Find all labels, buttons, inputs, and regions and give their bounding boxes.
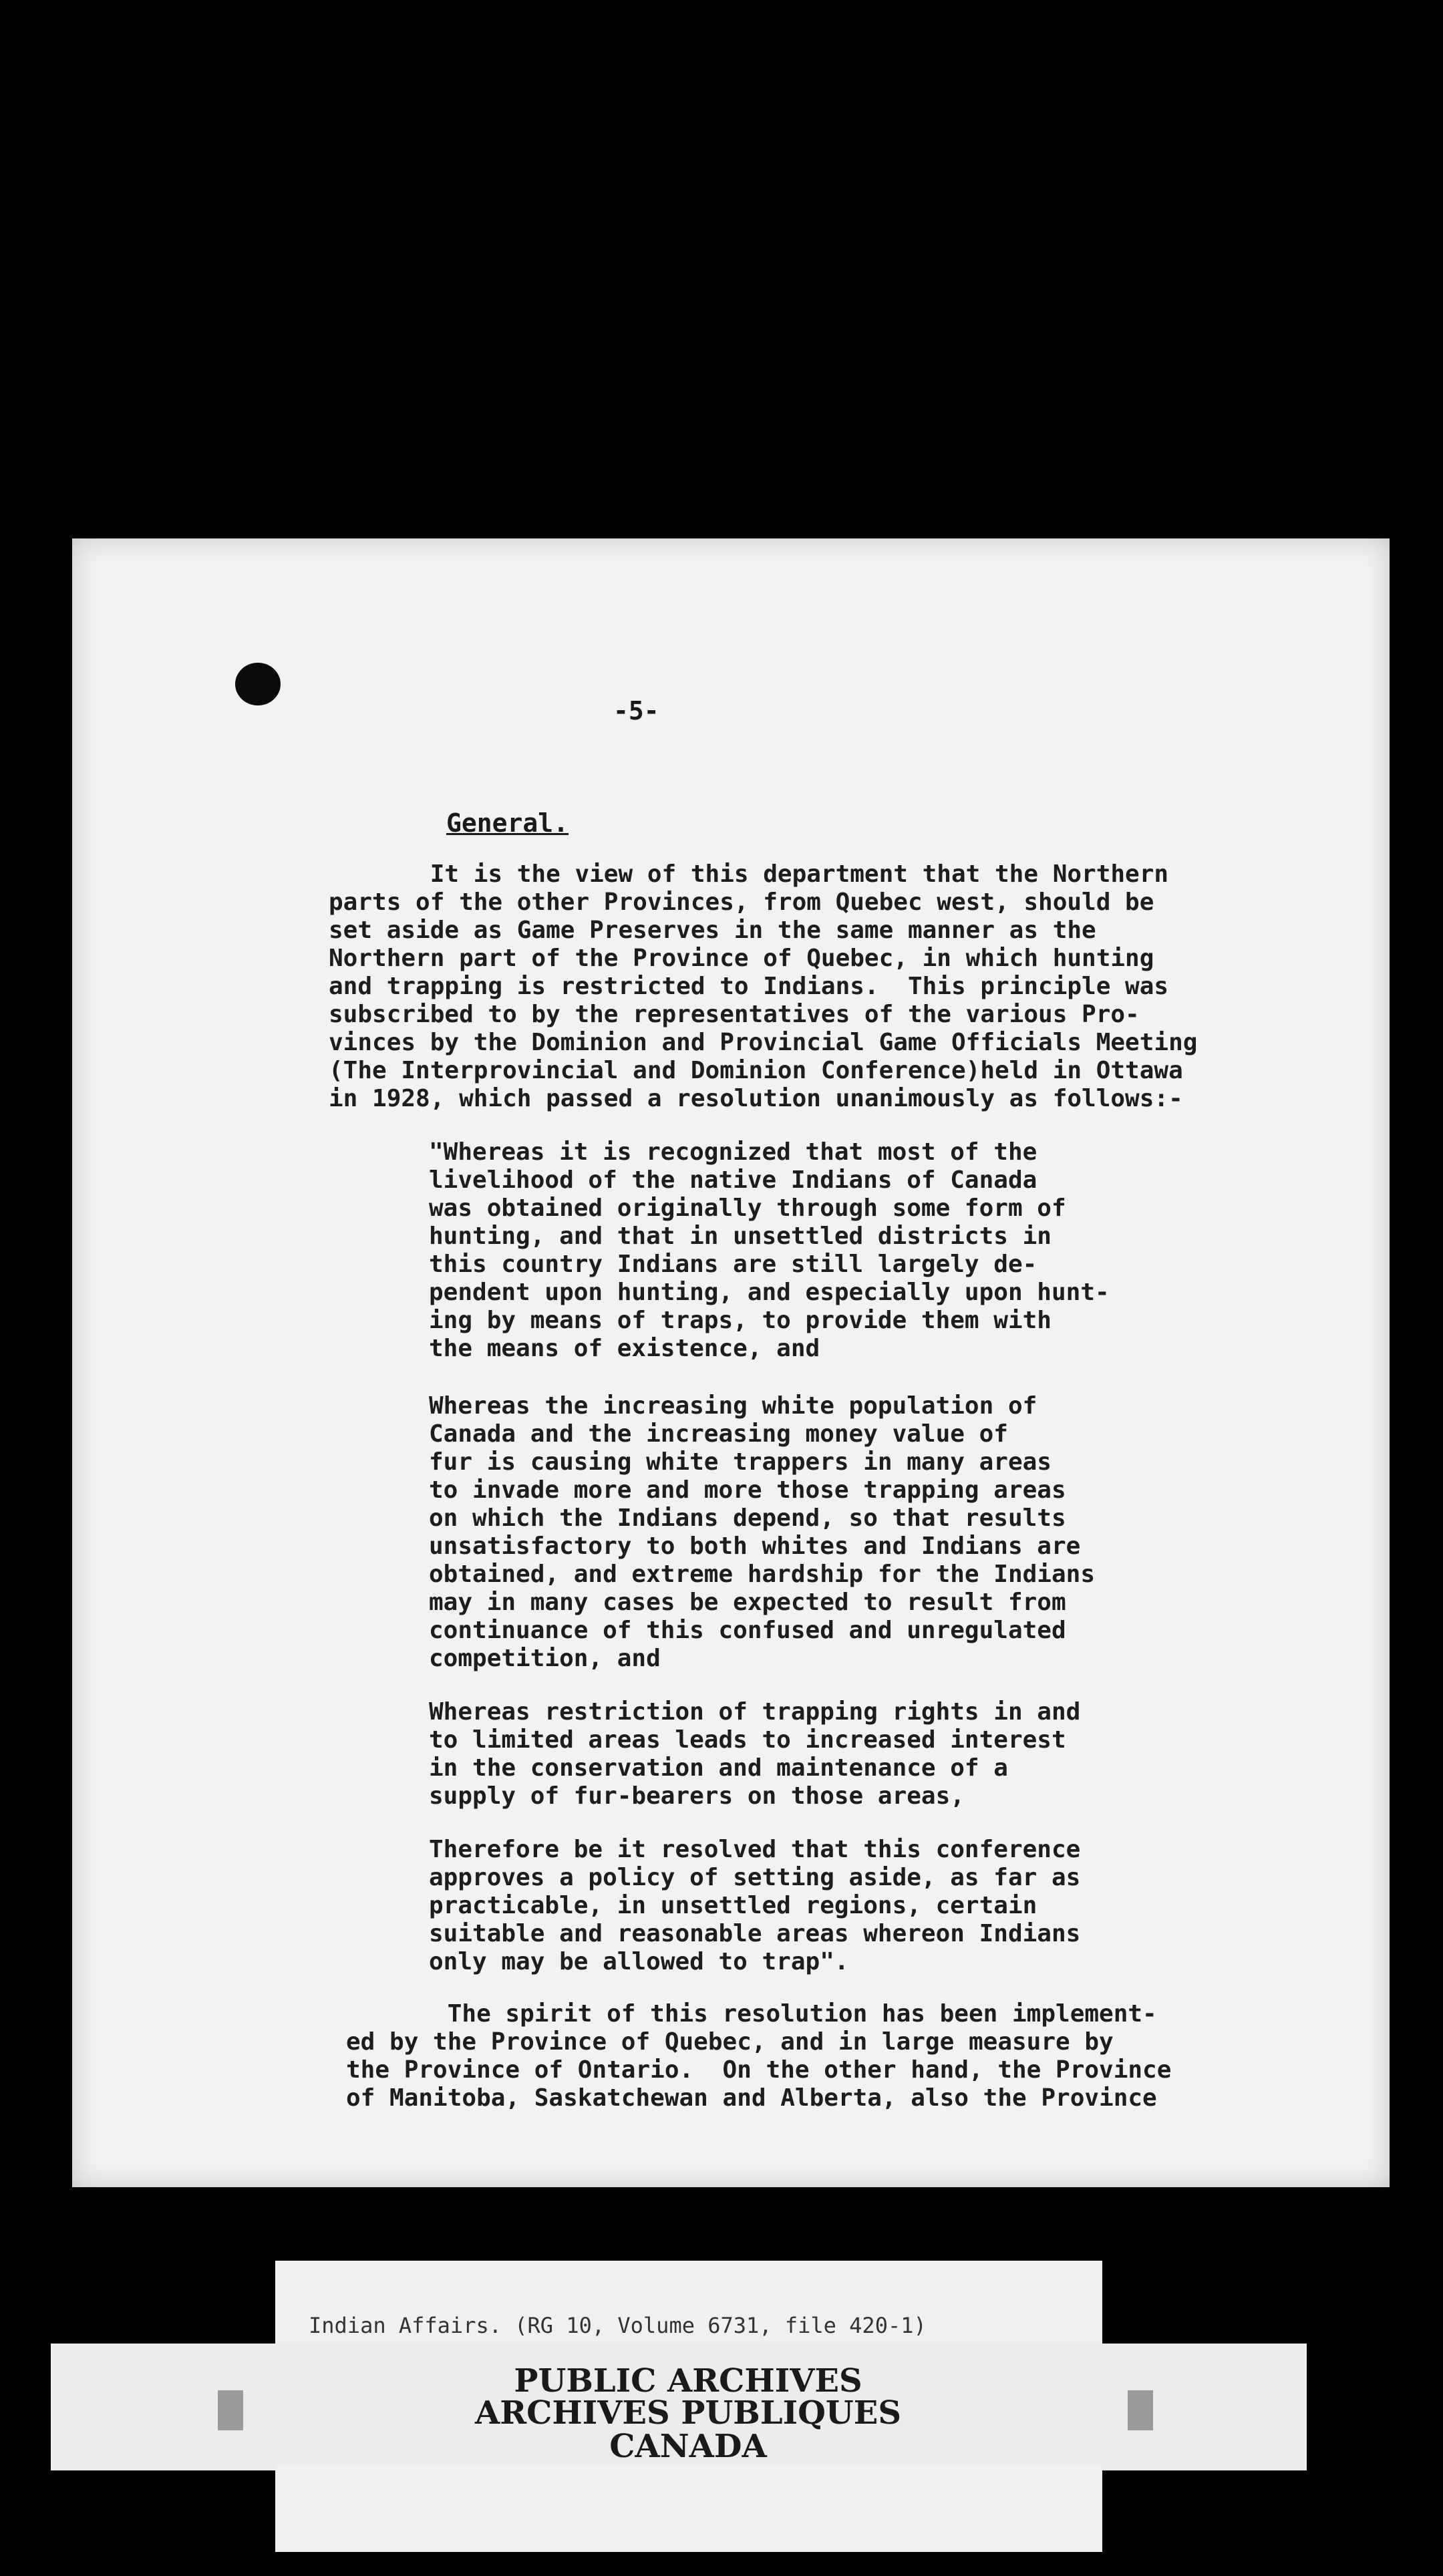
intro-paragraph: It is the view of this department that the Northern parts of the other Provinces, from Quebec west, should be set aside as Game Preserves in the same manner as the Northern part of the Province of Quebec, in which hunting and trapping is restricted to Indians. This principle was subscribed to by the representatives of the various Pro- vinces by the Dominion and Provincial Game Officials Meeting (The Interprovincial and Dominion Conference)held in Ottawa in 1928, which passed a resolution unanimously as follows:- [329, 860, 1198, 1112]
section-heading: General. [446, 808, 569, 838]
archive-label-bottom [275, 2465, 1102, 2552]
resolution-clause-1: "Whereas it is recognized that most of the livelihood of the native Indians of Canada was obtained originally through some form of hunting, and that in unsettled districts in this country Indians are still largely de- pendent upon hunting, and especially upon hunt- ing by means of traps, to provide them with the means of existence, and [429, 1138, 1110, 1362]
resolution-clause-3: Whereas restriction of trapping rights in and to limited areas leads to increased interest in the conservation and maintenance of a supply of fur-bearers on those areas, [429, 1698, 1081, 1810]
archive-name-english: PUBLIC ARCHIVES [514, 2362, 862, 2400]
closing-paragraph: The spirit of this resolution has been implement- ed by the Province of Quebec, and in large measure by the Province of Ontario. On the other hand, the Province of Manitoba, Saskatchewan and Alberta, also the Province [346, 2000, 1172, 2112]
archive-country: CANADA [609, 2428, 767, 2465]
archive-name-french: ARCHIVES PUBLIQUES [475, 2394, 901, 2432]
resolution-clause-4: Therefore be it resolved that this conference approves a policy of setting aside, as far as practicable, in unsettled regions, certain suitable and reasonable areas whereon Indians only may be allowed to trap". [429, 1836, 1081, 1975]
document-page [72, 538, 1390, 2187]
punch-hole [235, 663, 281, 705]
resolution-clause-2: Whereas the increasing white population of Canada and the increasing money value of fur is causing white trappers in many areas to invade more and more those trapping areas on which the Indians depend, so that results unsatisfactory to both whites and Indians are obtained, and extreme hardship for the Indians may in many cases be expected to result from continuance of this confused and unregulated competition, and [429, 1392, 1095, 1672]
page-number: -5- [613, 696, 659, 726]
archive-citation: Indian Affairs. (RG 10, Volume 6731, file 420-1) [309, 2313, 927, 2338]
